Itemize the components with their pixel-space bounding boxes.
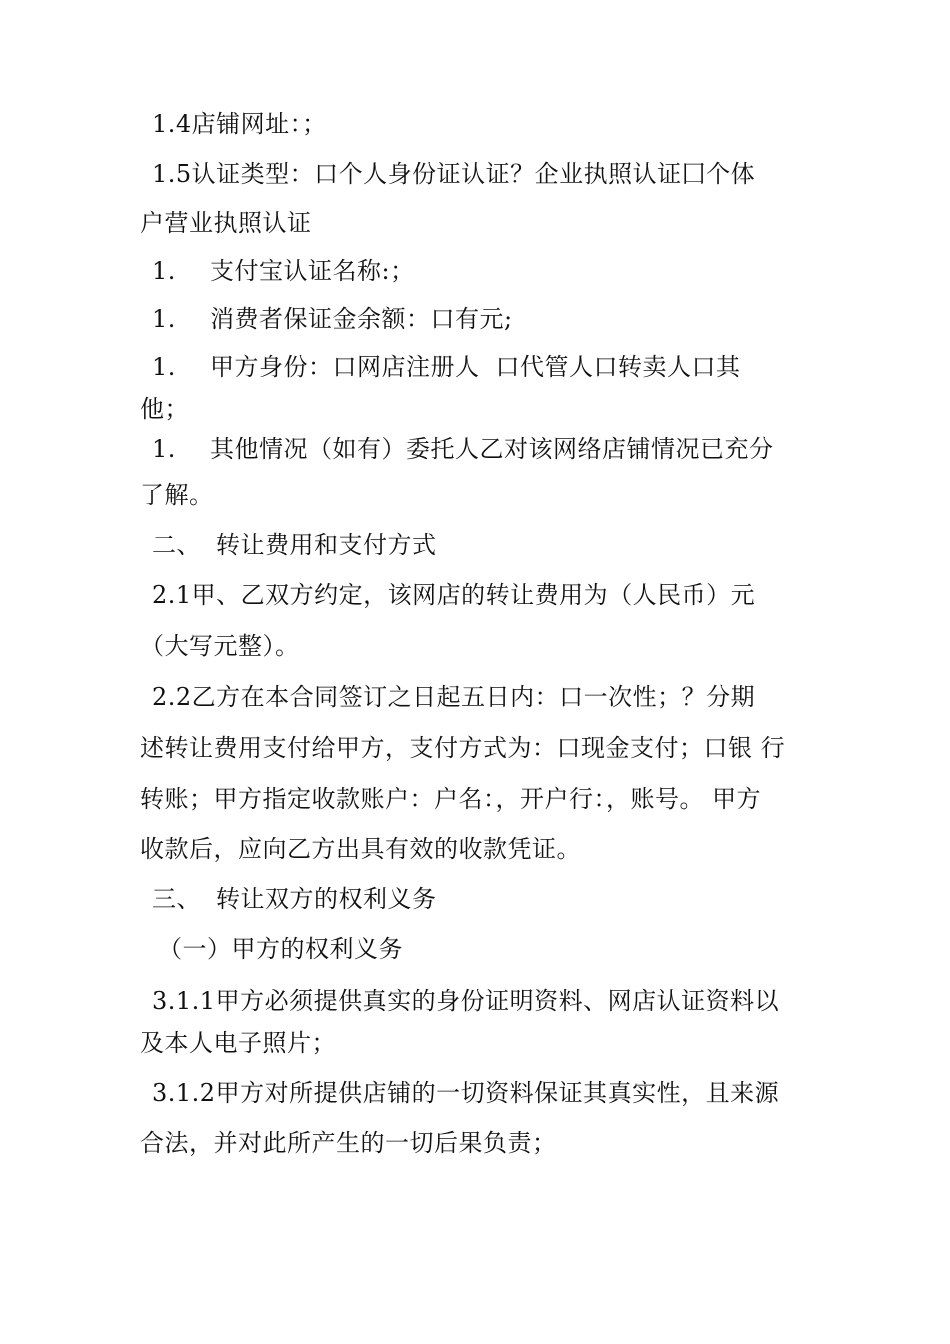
- item-number: 1.: [152, 353, 176, 381]
- item-1-5-cert-type-line2: 户营业执照认证: [140, 209, 312, 237]
- item-party-a-identity-line2: 他；: [140, 395, 189, 423]
- clause-2-1-line2: （大写元整）。: [140, 632, 300, 660]
- clause-3-1-1-line2: 及本人电子照片；: [140, 1029, 336, 1057]
- clause-2-2-line1: 2.2乙方在本合同签订之日起五日内：口一次性；？分期: [152, 683, 756, 711]
- item-1-5-cert-type-line1: 1.5认证类型：口个人身份证认证？企业执照认证囗个体: [152, 160, 756, 188]
- section-number: 三、: [152, 885, 201, 913]
- section-2-heading: [152, 528, 842, 562]
- item-party-a-identity-line1: [152, 350, 842, 384]
- item-text: 消费者保证金余额：口有元;: [210, 305, 513, 333]
- item-other-info-line1: [152, 432, 842, 466]
- section-3-heading: [152, 882, 842, 916]
- clause-3-1-2-line1: 3.1.2甲方对所提供店铺的一切资料保证其真实性，且来源: [152, 1079, 780, 1107]
- section-number: 二、: [152, 531, 201, 559]
- item-1-4-shop-url: 1.4店铺网址：；: [152, 110, 327, 138]
- item-number: 1.: [152, 257, 176, 285]
- section-title: 转让费用和支付方式: [216, 531, 437, 559]
- item-text: 甲方身份：口网店注册人: [210, 353, 480, 381]
- clause-3-1-1-line1: 3.1.1甲方必须提供真实的身份证明资料、网店认证资料以: [152, 987, 780, 1015]
- item-text: 口代管人口转卖人口其: [495, 353, 741, 381]
- item-number: 1.: [152, 305, 176, 333]
- clause-2-2-line3: 转账；甲方指定收款账户：户名：，开户行：，账号。 甲方: [140, 785, 762, 813]
- subsection-3-1-heading: （一）甲方的权利义务: [158, 935, 403, 963]
- clause-3-1-2-line2: 合法，并对此所产生的一切后果负责；: [140, 1129, 557, 1157]
- section-title: 转让双方的权利义务: [216, 885, 437, 913]
- item-number: 1.: [152, 435, 176, 463]
- item-consumer-deposit: [152, 302, 842, 336]
- clause-2-2-line2: 述转让费用支付给甲方，支付方式为：口现金支付；口银 行: [140, 734, 786, 762]
- item-other-info-line2: 了解。: [140, 481, 214, 509]
- item-text: 支付宝认证名称:；: [210, 257, 415, 285]
- clause-2-2-line4: 收款后，应向乙方出具有效的收款凭证。: [140, 835, 581, 863]
- item-alipay-cert-name: [152, 254, 842, 288]
- clause-2-1-line1: 2.1甲、乙双方约定，该网店的转让费用为（人民币）元: [152, 581, 756, 609]
- item-text: 其他情况（如有）委托人乙对该网络店铺情况已充分: [210, 435, 774, 463]
